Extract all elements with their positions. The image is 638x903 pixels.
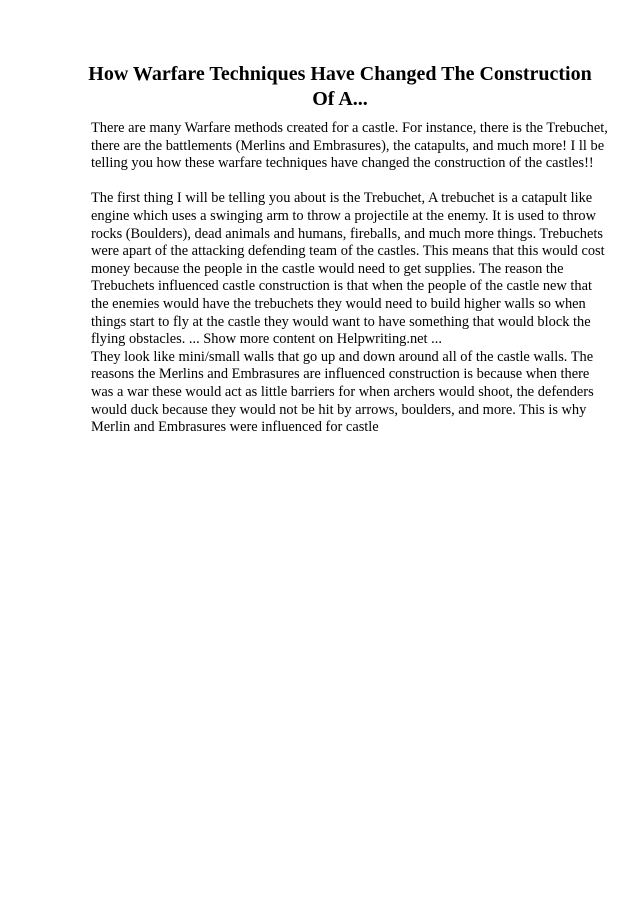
document-title: How Warfare Techniques Have Changed The Construction Of A... <box>88 63 592 110</box>
document-body <box>91 120 611 437</box>
paragraph-gap <box>91 173 611 191</box>
paragraph-merlins: They look like mini/small walls that go up and down around all of the castle walls. The reasons the Merlins and Embrasures are influenced construction is because when there was a war these would act as little barriers for when archers would shoot, the defenders would duck because they would not be hit by arrows, boulders, and more. This is why Merlin and Embrasures were influenced for castle <box>91 348 594 436</box>
paragraph-trebuchet: The first thing I will be telling you about is the Trebuchet, A trebuchet is a catapult like engine which uses a swinging arm to throw a projectile at the enemy. It is used to throw rocks (Boulders), dead animals and humans, fireballs, and much more things. Trebuchets were apart of the attacking defending team of the castles. This means that this would cost money because the people in the castle would need to get supplies. The reason the Trebuchets influenced castle construction is that when the people of the castle new that the enemies would have the trebuchets they would need to build higher walls so when things start to fly at the castle they would want to have something that would block the flying obstacles. ... Show more content on Helpwriting.net ... <box>91 190 605 348</box>
paragraph-intro: There are many Warfare methods created for a castle. For instance, there is the Trebuchet, there are the battlements (Merlins and Embrasures), the catapults, and much more! I ll be telling you how these warfare techniques have changed the construction of the castles!! <box>91 120 608 172</box>
